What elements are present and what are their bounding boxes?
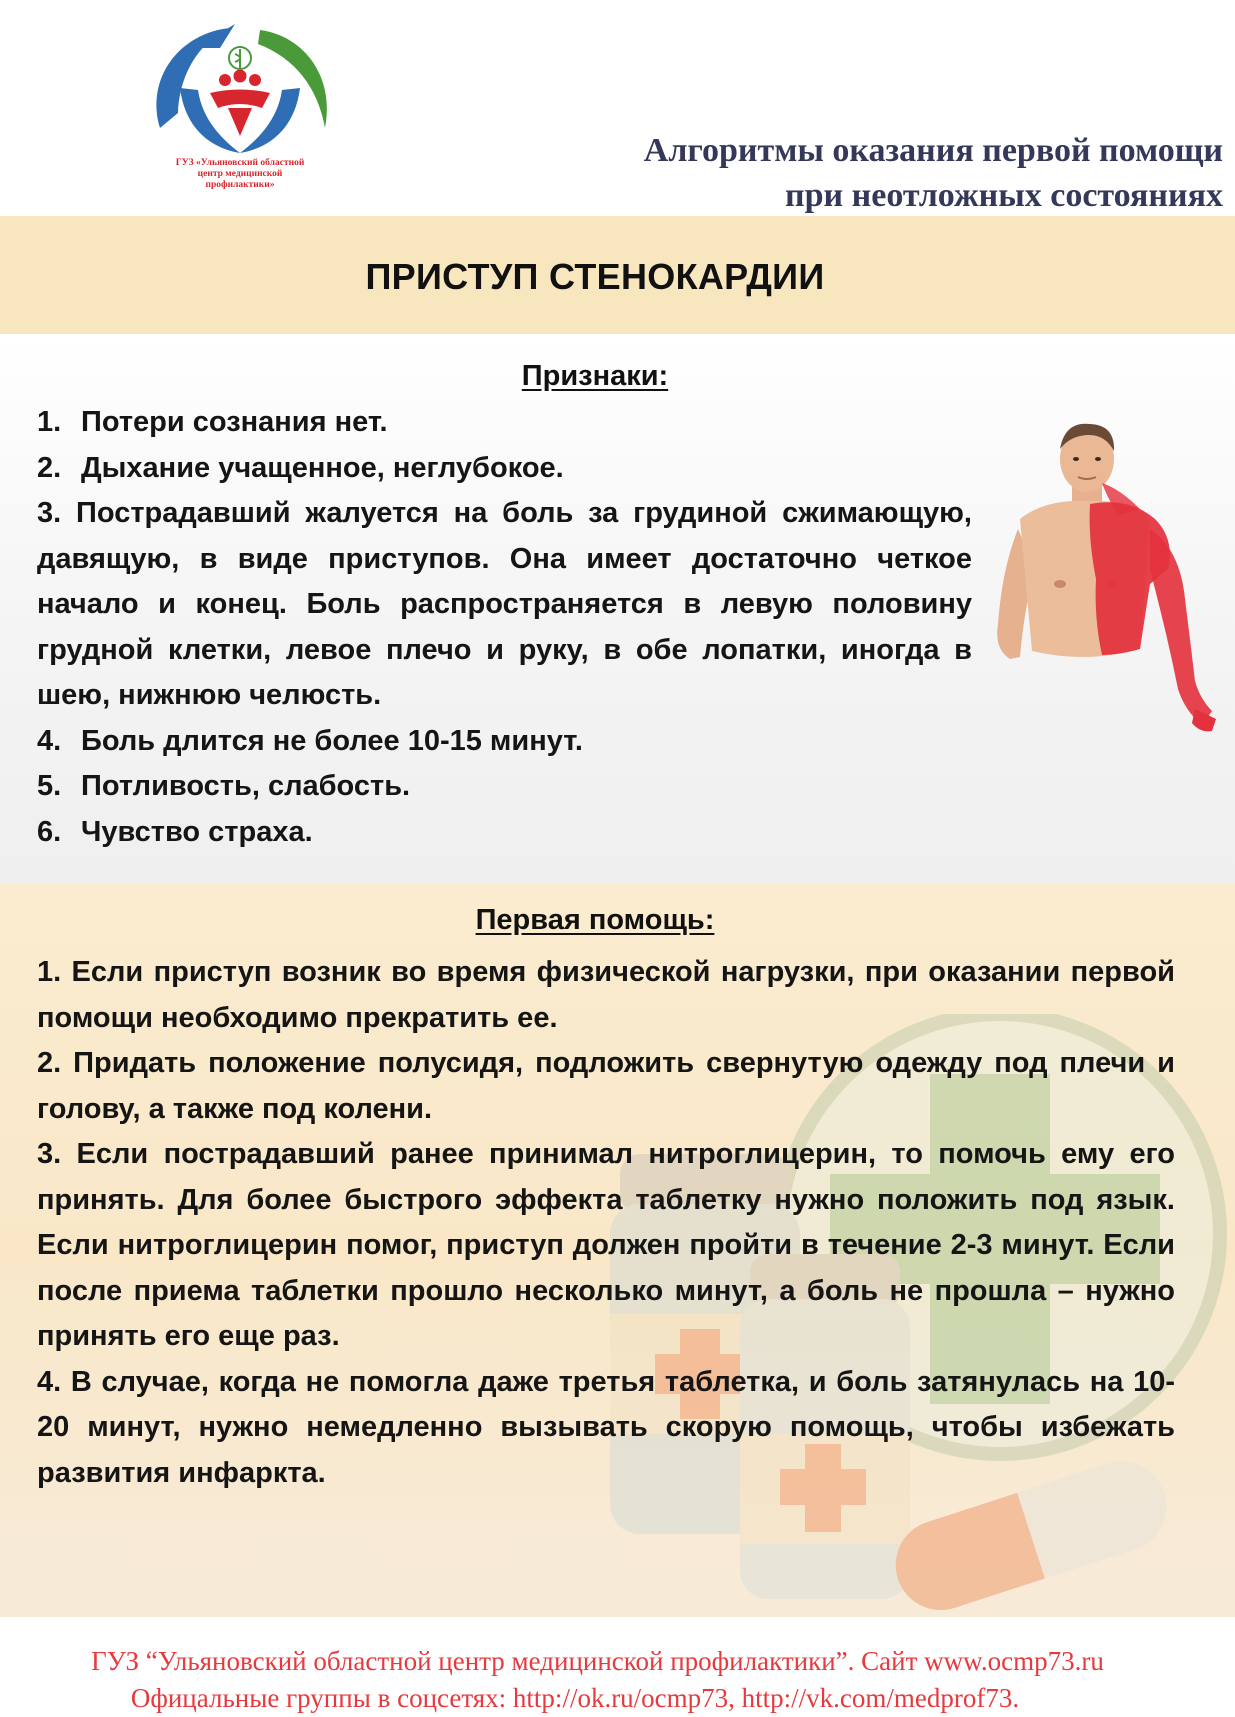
list-item: 6. Чувство страха. [37, 815, 313, 848]
chest-pain-radiation-figure [990, 419, 1220, 749]
first-aid-list [37, 950, 1175, 1496]
page-title: ПРИСТУП СТЕНОКАРДИИ [365, 256, 825, 297]
logo-caption: ГУЗ «Ульяновский областной центр медицинской профилактики» [175, 158, 305, 190]
signs-section [0, 334, 1235, 884]
list-item: 5. Потливость, слабость. [37, 770, 411, 802]
title-band [0, 216, 1235, 334]
signs-heading: Признаки: [521, 360, 669, 392]
list-item: 4. Боль длится не более 10-15 минут. [37, 724, 583, 757]
list-item: 4. В случае, когда не помогла даже третья таблетка, и боль затянулась на 10-20 минут, нужно немедленно вызывать скорую помощь, чтобы избежать развития инфаркта. [37, 1365, 1175, 1489]
list-item: 2. Придать положение полусидя, подложить свернутую одежду под плечи и голову, а также под колени. [37, 1047, 1175, 1125]
footer [0, 1617, 1235, 1717]
footer-site-line: ГУЗ “Ульяновский областной центр медицинской профилактики”. Сайт www.ocmp73.ru [91, 1646, 1104, 1676]
list-item: 1. Если приступ возник во время физической нагрузки, при оказании первой помощи необходимо прекратить ее. [37, 956, 1175, 1034]
algorithms-title-line1: Алгоритмы оказания первой помощи [643, 132, 1223, 169]
signs-list [37, 400, 972, 855]
footer-social-line: Офицальные группы в соцсетях: http://ok.ru/ocmp73, http://vk.com/medprof73. [130, 1683, 1020, 1713]
first-aid-heading: Первая помощь: [475, 904, 715, 936]
algorithms-title-line2: при неотложных состояниях [785, 177, 1223, 214]
list-item: 2. Дыхание учащенное, неглубокое. [37, 451, 564, 484]
list-item: 1. Потери сознания нет. [37, 406, 388, 438]
first-aid-section [0, 884, 1235, 1617]
header [0, 0, 1235, 216]
list-item: 3. Если пострадавший ранее принимал нитроглицерин, то помочь ему его принять. Для более быстрого эффекта таблетку нужно положить под язык. Если нитроглицерин помог, приступ должен пройти в течение 2-3 минут. Если после приема таблетки прошло несколько минут, а боль не прошла – нужно принять его еще раз. [37, 1138, 1175, 1352]
list-item: 3. Пострадавший жалуется на боль за грудиной сжимающую, давящую, в виде приступов. Она имеет достаточно четкое начало и конец. Боль распространяется в левую половину грудной клетки, левое плечо и руку, в обе лопатки, иногда в шею, нижнюю челюсть. [37, 497, 972, 711]
algorithms-title [523, 128, 1223, 218]
